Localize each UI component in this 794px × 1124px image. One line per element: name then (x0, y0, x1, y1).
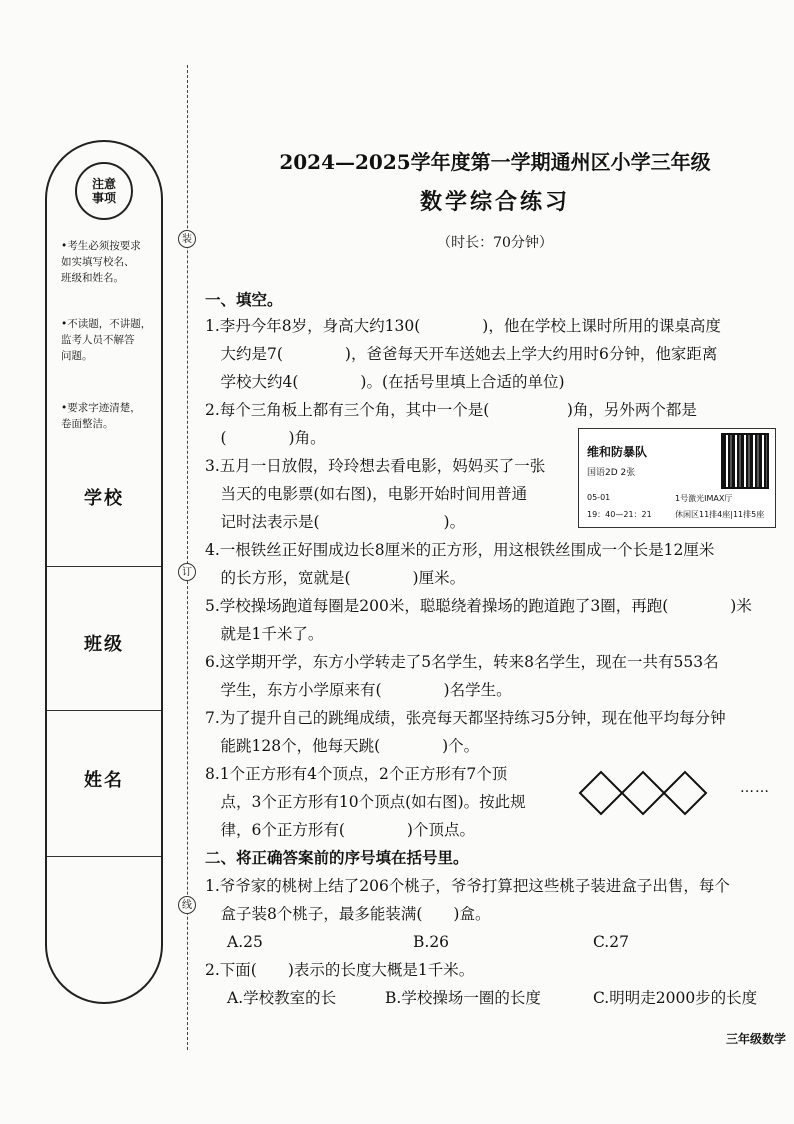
question-line: 2.下面( )表示的长度大概是1千米。 (205, 961, 475, 979)
question-line: 记时法表示是( )。 (205, 513, 466, 531)
exam-subtitle: 数学综合练习 (419, 189, 570, 215)
question-line: 4.一根铁丝正好围成边长8厘米的正方形，用这根铁丝围成一个长是12厘米 (205, 541, 715, 559)
question-line: 1.李丹今年8岁，身高大约130( )，他在学校上课时所用的课桌高度 (205, 317, 721, 335)
question-line: 2.每个三角板上都有三个角，其中一个是( )角，另外两个都是 (205, 401, 697, 419)
question-line: ( )角。 (205, 429, 326, 447)
option-c[interactable]: C.明明走2000步的长度 (593, 989, 758, 1007)
student-info-panel (45, 140, 163, 1004)
diamond-square (664, 772, 706, 814)
question-line: 5.学校操场跑道每圈是200米，聪聪绕着操场的跑道跑了3圈，再跑( )米 (205, 597, 752, 615)
question-line: 大约是7( )，爸爸每天开车送她去上学大约用时6分钟，他家距离 (205, 345, 718, 363)
ticket-format: 国语2D 2张 (587, 468, 636, 478)
question-line: 学生，东方小学原来有( )名学生。 (205, 681, 512, 699)
class-label: 班级 (84, 634, 124, 655)
option-a[interactable]: A.学校教室的长 (227, 989, 337, 1007)
notice-item-1: •考生必须按要求 如实填写校名、 班级和姓名。 (61, 240, 141, 284)
exam-duration: （时长：70分钟） (437, 235, 553, 251)
cut-mark-2: 订 (178, 563, 196, 581)
notice-badge (75, 162, 133, 220)
badge-line-2: 事项 (91, 191, 116, 205)
ellipsis: …… (740, 780, 770, 796)
option-b[interactable]: B.26 (413, 933, 450, 951)
question-line: 3.五月一日放假，玲玲想去看电影，妈妈买了一张 (205, 457, 546, 475)
section-2-heading: 二、将正确答案前的序号填在括号里。 (205, 848, 469, 867)
question-line: 学校大约4( )。(在括号里填上合适的单位) (205, 373, 565, 391)
question-line: 的长方形，宽就是( )厘米。 (205, 569, 466, 587)
diamond-square (622, 772, 664, 814)
question-line: 点，3个正方形有10个顶点(如右图)。按此规 (205, 793, 526, 811)
question-line: 盒子装8个桃子，最多能装满( )盒。 (205, 905, 491, 923)
ticket-time: 19：40—21：21 (587, 510, 652, 519)
question-line: 6.这学期开学，东方小学转走了5名学生，转来8名学生，现在一共有553名 (205, 653, 719, 671)
question-line: 8.1个正方形有4个顶点，2个正方形有7个顶 (205, 765, 508, 783)
option-c[interactable]: C.27 (593, 933, 629, 951)
name-field[interactable] (47, 856, 161, 857)
question-line: 1.爷爷家的桃树上结了206个桃子，爷爷打算把这些桃子装进盒子出售，每个 (205, 877, 730, 895)
school-field[interactable] (47, 566, 161, 567)
ticket-date: 05-01 (587, 493, 611, 502)
qr-code-icon (721, 433, 769, 489)
question-line: 能跳128个，他每天跳( )个。 (205, 737, 480, 755)
notice-item-2: •不读题，不讲题， 监考人员不解答 问题。 (61, 318, 152, 362)
page-footer: 三年级数学 (725, 1032, 786, 1046)
diamond-squares-figure (576, 768, 736, 818)
option-b[interactable]: B.学校操场一圈的长度 (385, 989, 541, 1007)
badge-line-1: 注意 (91, 177, 116, 191)
ticket-seat: 休闲区11排4座|11排5座 (675, 510, 765, 519)
cut-mark-1: 装 (178, 230, 196, 248)
movie-ticket-figure (578, 428, 776, 528)
exam-title: 2024—2025学年度第一学期通州区小学三年级 (279, 150, 711, 174)
class-field[interactable] (47, 710, 161, 711)
section-1-heading: 一、填空。 (205, 290, 283, 309)
question-line: 律，6个正方形有( )个顶点。 (205, 821, 475, 839)
ticket-movie-name: 维和防暴队 (587, 445, 648, 459)
option-a[interactable]: A.25 (227, 933, 263, 951)
question-line: 7.为了提升自己的跳绳成绩，张亮每天都坚持练习5分钟，现在他平均每分钟 (205, 709, 726, 727)
school-label: 学校 (84, 488, 124, 509)
question-line: 就是1千米了。 (205, 625, 324, 643)
spacer (706, 772, 732, 814)
diamond-square (580, 772, 622, 814)
name-label: 姓名 (84, 770, 124, 791)
question-line: 当天的电影票(如右图)，电影开始时间用普通 (205, 485, 528, 503)
ticket-hall: 1号激光IMAX厅 (675, 494, 733, 503)
notice-item-3: •要求字迹清楚， 卷面整洁。 (61, 402, 141, 430)
cut-mark-3: 线 (178, 896, 196, 914)
